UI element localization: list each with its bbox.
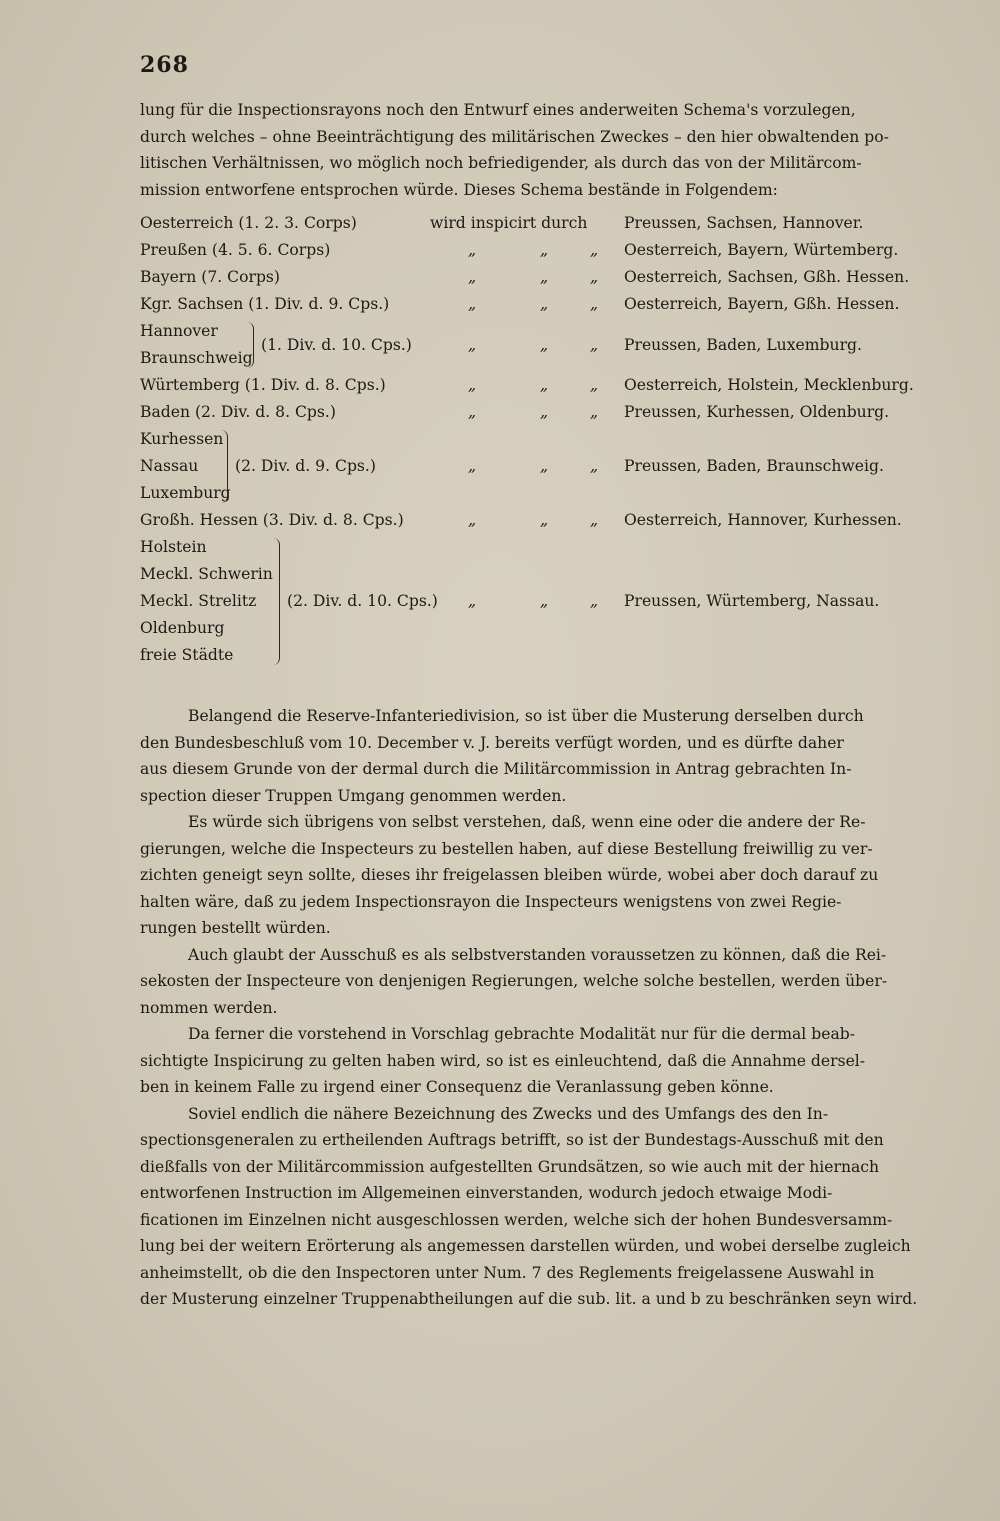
schema-row — [140, 210, 920, 237]
ditto-mark: „ — [468, 335, 477, 354]
inspected-state: Kgr. Sachsen (1. Div. d. 9. Cps.) — [140, 295, 390, 313]
text-line: halten wäre, daß zu jedem Inspectionsrayon die Inspecteurs wenigstens von zwei Regie- — [140, 892, 842, 911]
ditto-mark: „ — [540, 295, 549, 313]
text-line: anheimstellt, ob die den Inspectoren unter Num. 7 des Reglements freigelassene Auswahl in — [140, 1263, 875, 1282]
corps-division: (1. Div. d. 10. Cps.) — [261, 335, 412, 354]
inspected-state: Kurhessen — [140, 430, 224, 448]
ditto-mark: „ — [540, 457, 549, 475]
text-line: ben in keinem Falle zu irgend einer Consequenz die Veranlassung geben könne. — [140, 1078, 774, 1096]
ditto-mark: „ — [540, 592, 549, 610]
corps-division: (2. Div. d. 9. Cps.) — [235, 457, 376, 475]
text-line: Auch glaubt der Ausschuß es als selbstverstanden voraussetzen zu können, daß die Rei- — [188, 945, 887, 964]
text-line: ficationen im Einzelnen nicht ausgeschlossen werden, welche sich der hohen Bundesversamm- — [140, 1210, 893, 1229]
ditto-mark: „ — [590, 295, 599, 313]
inspected-by-phrase: wird inspicirt durch — [430, 214, 588, 232]
text-line: der Musterung einzelner Truppenabtheilungen auf die sub. lit. a und b zu beschränken seyn wird. — [140, 1290, 918, 1308]
ditto-mark: „ — [468, 295, 477, 313]
ditto-mark: „ — [468, 376, 477, 394]
grouping-brace — [247, 322, 254, 368]
inspecting-states: Preussen, Sachsen, Hannover. — [624, 214, 864, 232]
ditto-mark: „ — [590, 268, 599, 286]
ditto-mark: „ — [540, 403, 549, 421]
text-line: Belangend die Reserve-Infanteriedivision, so ist über die Musterung derselben durch — [188, 707, 864, 725]
schema-row — [140, 534, 920, 669]
inspected-state: Preußen (4. 5. 6. Corps) — [140, 241, 331, 259]
text-line: dießfalls von der Militärcommission aufgestellten Grundsätzen, so wie auch mit der hiernach — [140, 1157, 880, 1176]
ditto-mark: „ — [590, 403, 599, 421]
inspected-state: Meckl. Schwerin — [140, 565, 273, 583]
text-line: sichtigte Inspicirung zu gelten haben wird, so ist es einleuchtend, daß die Annahme dersel- — [140, 1051, 866, 1070]
ditto-mark: „ — [468, 457, 477, 475]
paragraph — [140, 942, 920, 1022]
inspecting-states: Oesterreich, Hannover, Kurhessen. — [624, 511, 902, 529]
schema-row — [140, 291, 920, 318]
inspected-state: Luxemburg — [140, 484, 231, 502]
ditto-mark: „ — [468, 268, 477, 286]
inspecting-states: Oesterreich, Sachsen, Gßh. Hessen. — [624, 268, 910, 286]
text-line: Da ferner die vorstehend in Vorschlag gebrachte Modalität nur für die dermal beab- — [188, 1025, 856, 1043]
inspecting-states: Preussen, Würtemberg, Nassau. — [624, 592, 880, 610]
text-line: entworfenen Instruction im Allgemeinen einverstanden, wodurch jedoch etwaige Modi- — [140, 1184, 833, 1202]
schema-row — [140, 237, 920, 264]
inspected-state: Großh. Hessen (3. Div. d. 8. Cps.) — [140, 511, 404, 529]
inspected-state: Oldenburg — [140, 619, 225, 637]
inspecting-states: Oesterreich, Bayern, Gßh. Hessen. — [624, 295, 900, 313]
grouping-brace — [221, 430, 228, 503]
text-line: den Bundesbeschluß vom 10. December v. J. bereits verfügt worden, und es dürfte daher — [140, 733, 844, 752]
text-line: Es würde sich übrigens von selbst verstehen, daß, wenn eine oder die andere der Re- — [188, 813, 866, 831]
ditto-mark: „ — [590, 457, 599, 475]
text-line: Soviel endlich die nähere Bezeichnung des Zwecks und des Umfangs des den In- — [188, 1104, 829, 1123]
schema-row — [140, 426, 920, 507]
paragraph — [140, 809, 920, 942]
inspecting-states: Oesterreich, Bayern, Würtemberg. — [624, 241, 899, 259]
schema-row — [140, 399, 920, 426]
intro-paragraph — [140, 97, 920, 203]
text-line: zichten geneigt seyn sollte, dieses ihr freigelassen bleiben würde, wobei aber doch darauf zu — [140, 866, 879, 884]
ditto-mark: „ — [468, 511, 477, 529]
text-line: sekosten der Inspecteure von denjenigen Regierungen, welche solche bestellen, werden über- — [140, 972, 888, 990]
inspecting-states: Preussen, Baden, Braunschweig. — [624, 457, 884, 475]
text-line: nommen werden. — [140, 998, 278, 1017]
inspected-state: Baden (2. Div. d. 8. Cps.) — [140, 403, 336, 421]
inspected-state: Nassau — [140, 457, 199, 475]
text-line: durch welches – ohne Beeinträchtigung des militärischen Zweckes – den hier obwaltenden po- — [140, 127, 889, 146]
schema-row — [140, 318, 920, 372]
grouping-brace — [273, 538, 280, 665]
state-group — [140, 534, 273, 669]
ditto-mark: „ — [468, 592, 477, 610]
ditto-mark: „ — [540, 376, 549, 394]
inspected-state: freie Städte — [140, 646, 234, 664]
ditto-mark: „ — [468, 403, 477, 421]
ditto-mark: „ — [590, 511, 599, 529]
inspected-state: Oesterreich (1. 2. 3. Corps) — [140, 214, 357, 232]
text-line: lung bei der weitern Erörterung als angemessen darstellen würden, und wobei derselbe zugleich — [140, 1237, 911, 1255]
state-group — [140, 318, 253, 372]
inspected-state: Würtemberg (1. Div. d. 8. Cps.) — [140, 376, 386, 394]
ditto-mark: „ — [540, 241, 549, 259]
ditto-mark: „ — [590, 376, 599, 394]
inspecting-states: Preussen, Kurhessen, Oldenburg. — [624, 403, 890, 421]
ditto-mark: „ — [540, 511, 549, 529]
text-line: mission entworfene entsprochen würde. Dieses Schema bestände in Folgendem: — [140, 180, 778, 199]
schema-row — [140, 507, 920, 534]
text-line: spectionsgeneralen zu ertheilenden Auftrags betrifft, so ist der Bundestags-Ausschuß mit den — [140, 1131, 884, 1149]
ditto-mark: „ — [590, 241, 599, 259]
body-text — [140, 703, 920, 1313]
ditto-mark: „ — [540, 335, 549, 354]
ditto-mark: „ — [540, 268, 549, 286]
ditto-mark: „ — [590, 335, 599, 354]
ditto-mark: „ — [468, 241, 477, 259]
inspected-state: Braunschweig — [140, 349, 253, 367]
schema-row — [140, 372, 920, 399]
ditto-mark: „ — [590, 592, 599, 610]
paragraph — [140, 1021, 920, 1101]
page-number: 268 — [140, 52, 189, 78]
state-group — [140, 426, 231, 507]
text-line: spection dieser Truppen Umgang genommen werden. — [140, 786, 567, 805]
corps-division: (2. Div. d. 10. Cps.) — [287, 592, 438, 610]
inspected-state: Meckl. Strelitz — [140, 592, 257, 610]
inspected-state: Hannover — [140, 322, 218, 340]
paragraph — [140, 1101, 920, 1313]
inspected-state: Bayern (7. Corps) — [140, 268, 281, 286]
text-line: lung für die Inspectionsrayons noch den Entwurf eines anderweiten Schema's vorzulegen, — [140, 101, 856, 119]
text-line: aus diesem Grunde von der dermal durch die Militärcommission in Antrag gebrachten In- — [140, 760, 852, 778]
inspecting-states: Oesterreich, Holstein, Mecklenburg. — [624, 376, 914, 394]
text-line: litischen Verhältnissen, wo möglich noch befriedigender, als durch das von der Militärcom- — [140, 154, 862, 172]
text-line: gierungen, welche die Inspecteurs zu bestellen haben, auf diese Bestellung freiwillig zu ver- — [140, 839, 873, 858]
paragraph — [140, 703, 920, 809]
text-line: rungen bestellt würden. — [140, 919, 331, 937]
schema-row — [140, 264, 920, 291]
inspecting-states: Preussen, Baden, Luxemburg. — [624, 335, 862, 354]
inspected-state: Holstein — [140, 538, 207, 556]
